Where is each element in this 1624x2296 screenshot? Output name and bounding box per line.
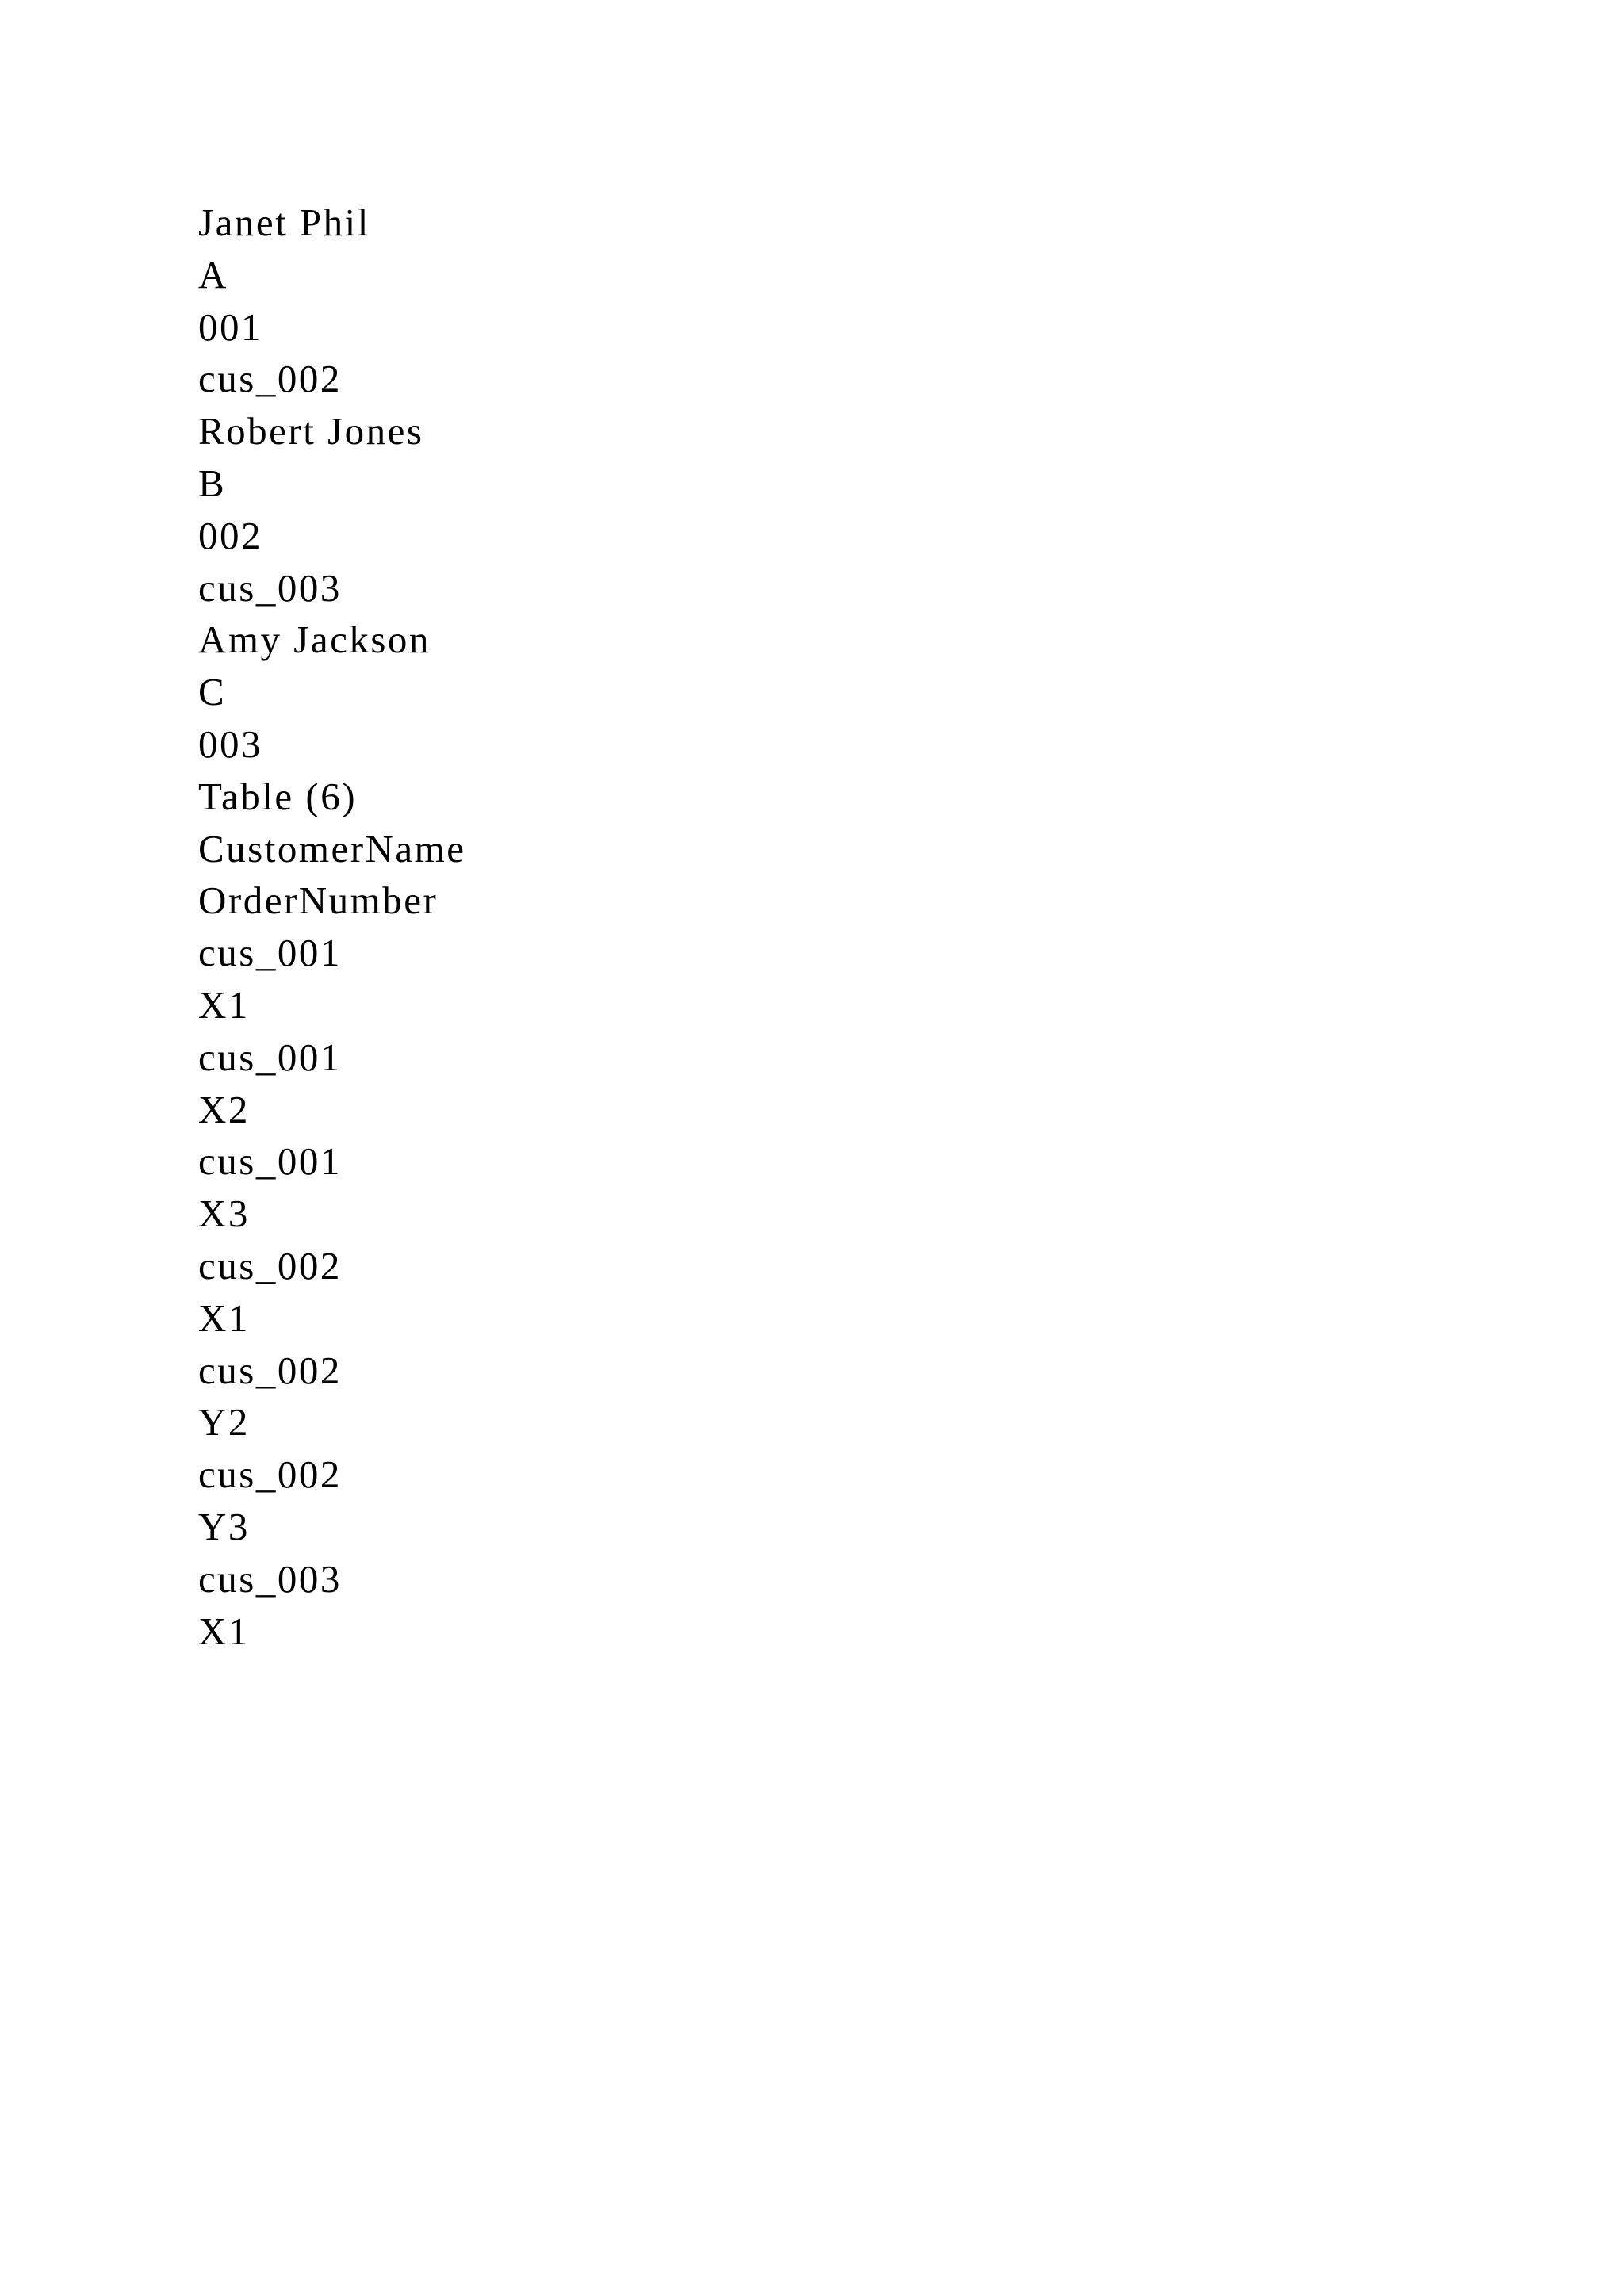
text-line: X1 <box>198 1295 250 1340</box>
text-line: X1 <box>198 982 250 1027</box>
text-line: 003 <box>198 721 262 766</box>
text-line: X3 <box>198 1192 250 1236</box>
text-line: cus_001 <box>198 1035 342 1079</box>
text-line: cus_003 <box>198 565 342 610</box>
text-line: cus_002 <box>198 1243 342 1288</box>
text-line: 001 <box>198 304 262 349</box>
text-line: Y3 <box>198 1504 250 1548</box>
text-line: cus_001 <box>198 931 342 975</box>
text-line: OrderNumber <box>198 878 439 923</box>
text-line: B <box>198 461 227 505</box>
text-line: cus_002 <box>198 357 342 401</box>
text-block <box>198 197 466 1657</box>
text-line: CustomerName <box>198 826 466 871</box>
text-line: Table (6) <box>198 774 358 818</box>
text-line: Janet Phil <box>198 201 370 244</box>
text-line: cus_002 <box>198 1452 342 1497</box>
text-line: Y2 <box>198 1400 250 1445</box>
text-line: X2 <box>198 1087 250 1131</box>
text-line: X1 <box>198 1609 250 1653</box>
text-line: Robert Jones <box>198 409 424 453</box>
text-line: cus_002 <box>198 1348 342 1392</box>
text-line: cus_003 <box>198 1556 342 1601</box>
text-line: A <box>198 252 228 297</box>
text-line: Amy Jackson <box>198 618 431 662</box>
text-line: cus_001 <box>198 1139 342 1184</box>
text-line: 002 <box>198 513 262 557</box>
text-line: C <box>198 670 227 714</box>
